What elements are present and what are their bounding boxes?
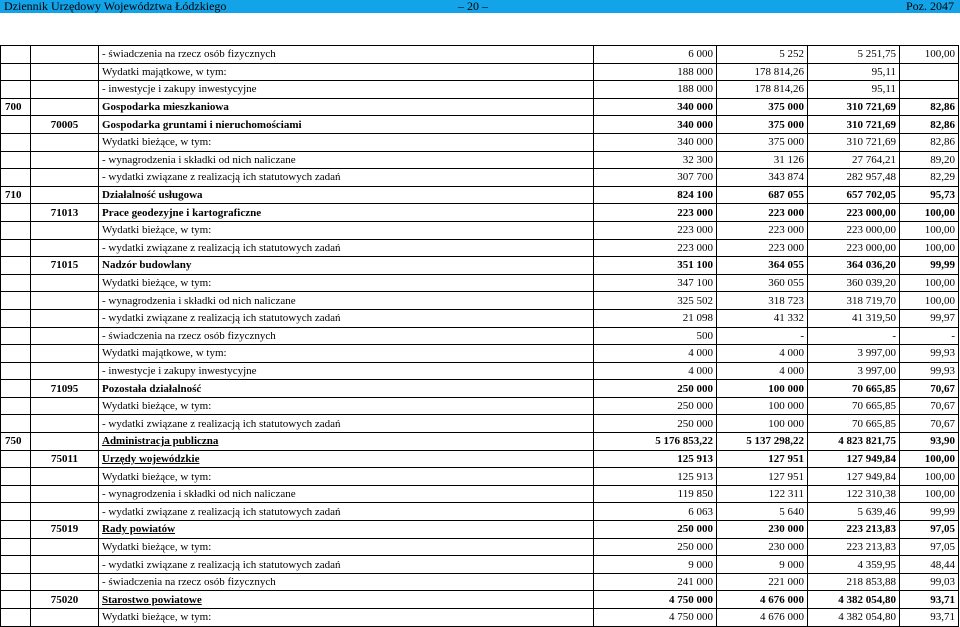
rozdzial-cell — [31, 415, 99, 433]
plan-after-changes-cell: 687 055 — [717, 186, 808, 204]
description-cell: - świadczenia na rzecz osób fizycznych — [99, 573, 594, 591]
description-cell: Wydatki bieżące, w tym: — [99, 468, 594, 486]
execution-cell: 70 665,85 — [808, 380, 900, 398]
description-cell: Pozostała działalność — [99, 380, 594, 398]
rozdzial-cell: 71095 — [31, 380, 99, 398]
table-row — [1, 292, 959, 310]
plan-cell: 4 750 000 — [594, 591, 717, 609]
dzial-cell — [1, 46, 31, 64]
plan-after-changes-cell: 223 000 — [717, 221, 808, 239]
execution-cell: 310 721,69 — [808, 133, 900, 151]
plan-cell: 824 100 — [594, 186, 717, 204]
execution-cell: 4 823 821,75 — [808, 433, 900, 451]
description-cell: Wydatki bieżące, w tym: — [99, 609, 594, 627]
description-cell: - inwestycje i zakupy inwestycyjne — [99, 362, 594, 380]
plan-after-changes-cell: 223 000 — [717, 204, 808, 222]
rozdzial-cell — [31, 169, 99, 187]
percent-cell — [900, 81, 959, 99]
dzial-cell — [1, 133, 31, 151]
percent-cell: 99,97 — [900, 309, 959, 327]
table-row — [1, 415, 959, 433]
plan-cell: 9 000 — [594, 556, 717, 574]
dzial-cell — [1, 345, 31, 363]
table-row — [1, 609, 959, 627]
plan-cell: 4 750 000 — [594, 609, 717, 627]
percent-cell: 82,86 — [900, 98, 959, 116]
plan-after-changes-cell: 178 814,26 — [717, 63, 808, 81]
dzial-cell — [1, 204, 31, 222]
rozdzial-cell — [31, 239, 99, 257]
description-cell: - świadczenia na rzecz osób fizycznych — [99, 46, 594, 64]
plan-cell: 32 300 — [594, 151, 717, 169]
percent-cell: 100,00 — [900, 292, 959, 310]
table-row — [1, 521, 959, 539]
dzial-cell — [1, 309, 31, 327]
execution-cell: 223 000,00 — [808, 221, 900, 239]
percent-cell: 70,67 — [900, 415, 959, 433]
plan-after-changes-cell: 223 000 — [717, 239, 808, 257]
plan-after-changes-cell: 178 814,26 — [717, 81, 808, 99]
rozdzial-cell — [31, 186, 99, 204]
table-row — [1, 433, 959, 451]
plan-cell: 223 000 — [594, 204, 717, 222]
rozdzial-cell: 70005 — [31, 116, 99, 134]
plan-cell: 351 100 — [594, 257, 717, 275]
execution-cell: 657 702,05 — [808, 186, 900, 204]
description-cell: Wydatki bieżące, w tym: — [99, 538, 594, 556]
rozdzial-cell: 75020 — [31, 591, 99, 609]
description-cell: - wydatki związane z realizacją ich statutowych zadań — [99, 503, 594, 521]
description-cell: - wynagrodzenia i składki od nich naliczane — [99, 151, 594, 169]
percent-cell: 82,29 — [900, 169, 959, 187]
dzial-cell — [1, 415, 31, 433]
description-cell: - inwestycje i zakupy inwestycyjne — [99, 81, 594, 99]
plan-after-changes-cell: 318 723 — [717, 292, 808, 310]
percent-cell: 99,03 — [900, 573, 959, 591]
plan-after-changes-cell: 375 000 — [717, 133, 808, 151]
rozdzial-cell — [31, 63, 99, 81]
execution-cell: 5 251,75 — [808, 46, 900, 64]
description-cell: Wydatki bieżące, w tym: — [99, 133, 594, 151]
percent-cell: 100,00 — [900, 274, 959, 292]
description-cell: - wynagrodzenia i składki od nich naliczane — [99, 292, 594, 310]
description-cell: - wydatki związane z realizacją ich statutowych zadań — [99, 309, 594, 327]
description-cell: - wynagrodzenia i składki od nich naliczane — [99, 485, 594, 503]
dzial-cell — [1, 591, 31, 609]
budget-table — [0, 45, 959, 627]
rozdzial-cell — [31, 362, 99, 380]
execution-cell: 4 359,95 — [808, 556, 900, 574]
execution-cell: 364 036,20 — [808, 257, 900, 275]
dzial-cell — [1, 63, 31, 81]
plan-after-changes-cell: 5 252 — [717, 46, 808, 64]
percent-cell: 97,05 — [900, 521, 959, 539]
plan-after-changes-cell: 4 000 — [717, 345, 808, 363]
percent-cell: 95,73 — [900, 186, 959, 204]
dzial-cell — [1, 450, 31, 468]
table-row — [1, 397, 959, 415]
dzial-cell — [1, 380, 31, 398]
table-row — [1, 186, 959, 204]
dzial-cell — [1, 169, 31, 187]
description-cell: Urzędy wojewódzkie — [99, 450, 594, 468]
plan-cell: 340 000 — [594, 116, 717, 134]
plan-cell: 125 913 — [594, 450, 717, 468]
execution-cell: 95,11 — [808, 63, 900, 81]
percent-cell: 70,67 — [900, 397, 959, 415]
dzial-cell — [1, 609, 31, 627]
plan-cell: 223 000 — [594, 239, 717, 257]
percent-cell: 70,67 — [900, 380, 959, 398]
table-row — [1, 116, 959, 134]
table-row — [1, 309, 959, 327]
rozdzial-cell — [31, 556, 99, 574]
dzial-cell — [1, 485, 31, 503]
plan-cell: 500 — [594, 327, 717, 345]
plan-after-changes-cell: 375 000 — [717, 116, 808, 134]
table-row — [1, 46, 959, 64]
plan-cell: 21 098 — [594, 309, 717, 327]
dzial-cell — [1, 81, 31, 99]
plan-after-changes-cell: 122 311 — [717, 485, 808, 503]
description-cell: Wydatki majątkowe, w tym: — [99, 345, 594, 363]
percent-cell: 93,90 — [900, 433, 959, 451]
percent-cell: 82,86 — [900, 133, 959, 151]
rozdzial-cell: 71013 — [31, 204, 99, 222]
execution-cell: 360 039,20 — [808, 274, 900, 292]
plan-after-changes-cell: 5 640 — [717, 503, 808, 521]
plan-cell: 188 000 — [594, 81, 717, 99]
percent-cell: 100,00 — [900, 46, 959, 64]
dzial-cell — [1, 327, 31, 345]
execution-cell: 5 639,46 — [808, 503, 900, 521]
table-row — [1, 221, 959, 239]
table-row — [1, 239, 959, 257]
description-cell: Wydatki bieżące, w tym: — [99, 397, 594, 415]
table-row — [1, 556, 959, 574]
table-row — [1, 362, 959, 380]
plan-cell: 6 000 — [594, 46, 717, 64]
dzial-cell — [1, 274, 31, 292]
description-cell: - świadczenia na rzecz osób fizycznych — [99, 327, 594, 345]
rozdzial-cell — [31, 345, 99, 363]
rozdzial-cell — [31, 538, 99, 556]
plan-cell: 188 000 — [594, 63, 717, 81]
rozdzial-cell — [31, 133, 99, 151]
plan-after-changes-cell: 230 000 — [717, 538, 808, 556]
execution-cell: 70 665,85 — [808, 397, 900, 415]
plan-cell: 307 700 — [594, 169, 717, 187]
percent-cell: 99,93 — [900, 345, 959, 363]
rozdzial-cell — [31, 98, 99, 116]
percent-cell: 100,00 — [900, 468, 959, 486]
plan-after-changes-cell: 343 874 — [717, 169, 808, 187]
execution-cell: 70 665,85 — [808, 415, 900, 433]
execution-cell: 223 000,00 — [808, 204, 900, 222]
percent-cell: 93,71 — [900, 609, 959, 627]
plan-cell: 250 000 — [594, 521, 717, 539]
plan-cell: 4 000 — [594, 345, 717, 363]
rozdzial-cell — [31, 485, 99, 503]
table-row — [1, 151, 959, 169]
percent-cell: 100,00 — [900, 221, 959, 239]
table-row — [1, 538, 959, 556]
plan-after-changes-cell: 9 000 — [717, 556, 808, 574]
plan-cell: 340 000 — [594, 133, 717, 151]
plan-after-changes-cell: 31 126 — [717, 151, 808, 169]
rozdzial-cell — [31, 468, 99, 486]
percent-cell: 99,99 — [900, 257, 959, 275]
position-number: Poz. 2047 — [906, 0, 954, 13]
execution-cell: 282 957,48 — [808, 169, 900, 187]
journal-title: Dziennik Urzędowy Województwa Łódzkiego — [4, 0, 227, 13]
plan-cell: 119 850 — [594, 485, 717, 503]
execution-cell: 122 310,38 — [808, 485, 900, 503]
table-row — [1, 573, 959, 591]
execution-cell: 223 000,00 — [808, 239, 900, 257]
table-row — [1, 468, 959, 486]
plan-cell: 250 000 — [594, 397, 717, 415]
rozdzial-cell — [31, 46, 99, 64]
rozdzial-cell — [31, 327, 99, 345]
plan-cell: 6 063 — [594, 503, 717, 521]
rozdzial-cell: 71015 — [31, 257, 99, 275]
rozdzial-cell — [31, 433, 99, 451]
plan-after-changes-cell: 4 676 000 — [717, 591, 808, 609]
dzial-cell — [1, 468, 31, 486]
table-row — [1, 485, 959, 503]
plan-cell: 241 000 — [594, 573, 717, 591]
plan-after-changes-cell: 100 000 — [717, 415, 808, 433]
table-row — [1, 503, 959, 521]
table-row — [1, 81, 959, 99]
rozdzial-cell — [31, 274, 99, 292]
description-cell: - wydatki związane z realizacją ich statutowych zadań — [99, 415, 594, 433]
description-cell: Prace geodezyjne i kartograficzne — [99, 204, 594, 222]
page-header — [0, 0, 960, 13]
execution-cell: 41 319,50 — [808, 309, 900, 327]
plan-after-changes-cell: 230 000 — [717, 521, 808, 539]
description-cell: - wydatki związane z realizacją ich statutowych zadań — [99, 556, 594, 574]
plan-cell: 250 000 — [594, 380, 717, 398]
percent-cell: 99,99 — [900, 503, 959, 521]
rozdzial-cell — [31, 573, 99, 591]
execution-cell: 127 949,84 — [808, 468, 900, 486]
rozdzial-cell — [31, 151, 99, 169]
description-cell: Rady powiatów — [99, 521, 594, 539]
plan-cell: 4 000 — [594, 362, 717, 380]
plan-after-changes-cell: - — [717, 327, 808, 345]
execution-cell: 27 764,21 — [808, 151, 900, 169]
plan-after-changes-cell: 364 055 — [717, 257, 808, 275]
rozdzial-cell — [31, 309, 99, 327]
execution-cell: 4 382 054,80 — [808, 591, 900, 609]
table-row — [1, 450, 959, 468]
dzial-cell — [1, 538, 31, 556]
plan-cell: 347 100 — [594, 274, 717, 292]
rozdzial-cell — [31, 503, 99, 521]
description-cell: Wydatki bieżące, w tym: — [99, 274, 594, 292]
execution-cell: 223 213,83 — [808, 521, 900, 539]
description-cell: - wydatki związane z realizacją ich statutowych zadań — [99, 239, 594, 257]
plan-after-changes-cell: 100 000 — [717, 397, 808, 415]
plan-cell: 5 176 853,22 — [594, 433, 717, 451]
description-cell: Działalność usługowa — [99, 186, 594, 204]
execution-cell: 223 213,83 — [808, 538, 900, 556]
execution-cell: 4 382 054,80 — [808, 609, 900, 627]
plan-cell: 325 502 — [594, 292, 717, 310]
dzial-cell — [1, 556, 31, 574]
execution-cell: 3 997,00 — [808, 345, 900, 363]
dzial-cell — [1, 116, 31, 134]
rozdzial-cell — [31, 397, 99, 415]
dzial-cell — [1, 362, 31, 380]
percent-cell: - — [900, 327, 959, 345]
rozdzial-cell — [31, 609, 99, 627]
description-cell: Gospodarka mieszkaniowa — [99, 98, 594, 116]
plan-after-changes-cell: 4 676 000 — [717, 609, 808, 627]
percent-cell: 100,00 — [900, 485, 959, 503]
percent-cell — [900, 63, 959, 81]
dzial-cell — [1, 239, 31, 257]
percent-cell: 100,00 — [900, 204, 959, 222]
table-row — [1, 257, 959, 275]
dzial-cell — [1, 573, 31, 591]
description-cell: Administracja publiczna — [99, 433, 594, 451]
description-cell: Starostwo powiatowe — [99, 591, 594, 609]
dzial-cell — [1, 503, 31, 521]
dzial-cell — [1, 521, 31, 539]
execution-cell: 310 721,69 — [808, 98, 900, 116]
table-row — [1, 380, 959, 398]
dzial-cell — [1, 221, 31, 239]
plan-after-changes-cell: 100 000 — [717, 380, 808, 398]
plan-after-changes-cell: 127 951 — [717, 468, 808, 486]
table-row — [1, 98, 959, 116]
rozdzial-cell — [31, 81, 99, 99]
description-cell: Gospodarka gruntami i nieruchomościami — [99, 116, 594, 134]
percent-cell: 100,00 — [900, 239, 959, 257]
execution-cell: 318 719,70 — [808, 292, 900, 310]
plan-after-changes-cell: 5 137 298,22 — [717, 433, 808, 451]
plan-after-changes-cell: 41 332 — [717, 309, 808, 327]
plan-cell: 125 913 — [594, 468, 717, 486]
table-row — [1, 591, 959, 609]
dzial-cell — [1, 257, 31, 275]
table-row — [1, 169, 959, 187]
description-cell: Wydatki bieżące, w tym: — [99, 221, 594, 239]
table-row — [1, 327, 959, 345]
plan-after-changes-cell: 221 000 — [717, 573, 808, 591]
description-cell: Wydatki majątkowe, w tym: — [99, 63, 594, 81]
plan-cell: 250 000 — [594, 415, 717, 433]
percent-cell: 82,86 — [900, 116, 959, 134]
table-body — [1, 46, 959, 627]
table-row — [1, 274, 959, 292]
plan-cell: 223 000 — [594, 221, 717, 239]
dzial-cell: 750 — [1, 433, 31, 451]
dzial-cell: 710 — [1, 186, 31, 204]
percent-cell: 100,00 — [900, 450, 959, 468]
dzial-cell — [1, 151, 31, 169]
plan-cell: 250 000 — [594, 538, 717, 556]
plan-after-changes-cell: 375 000 — [717, 98, 808, 116]
percent-cell: 89,20 — [900, 151, 959, 169]
execution-cell: 127 949,84 — [808, 450, 900, 468]
plan-cell: 340 000 — [594, 98, 717, 116]
description-cell: Nadzór budowlany — [99, 257, 594, 275]
dzial-cell: 700 — [1, 98, 31, 116]
description-cell: - wydatki związane z realizacją ich statutowych zadań — [99, 169, 594, 187]
table-row — [1, 204, 959, 222]
table-row — [1, 63, 959, 81]
dzial-cell — [1, 292, 31, 310]
rozdzial-cell — [31, 221, 99, 239]
plan-after-changes-cell: 127 951 — [717, 450, 808, 468]
dzial-cell — [1, 397, 31, 415]
execution-cell: 3 997,00 — [808, 362, 900, 380]
execution-cell: 218 853,88 — [808, 573, 900, 591]
execution-cell: - — [808, 327, 900, 345]
percent-cell: 99,93 — [900, 362, 959, 380]
table-row — [1, 345, 959, 363]
execution-cell: 310 721,69 — [808, 116, 900, 134]
percent-cell: 48,44 — [900, 556, 959, 574]
table-row — [1, 133, 959, 151]
percent-cell: 93,71 — [900, 591, 959, 609]
percent-cell: 97,05 — [900, 538, 959, 556]
rozdzial-cell — [31, 292, 99, 310]
rozdzial-cell: 75019 — [31, 521, 99, 539]
page-number: – 20 – — [458, 0, 488, 13]
plan-after-changes-cell: 4 000 — [717, 362, 808, 380]
execution-cell: 95,11 — [808, 81, 900, 99]
rozdzial-cell: 75011 — [31, 450, 99, 468]
plan-after-changes-cell: 360 055 — [717, 274, 808, 292]
